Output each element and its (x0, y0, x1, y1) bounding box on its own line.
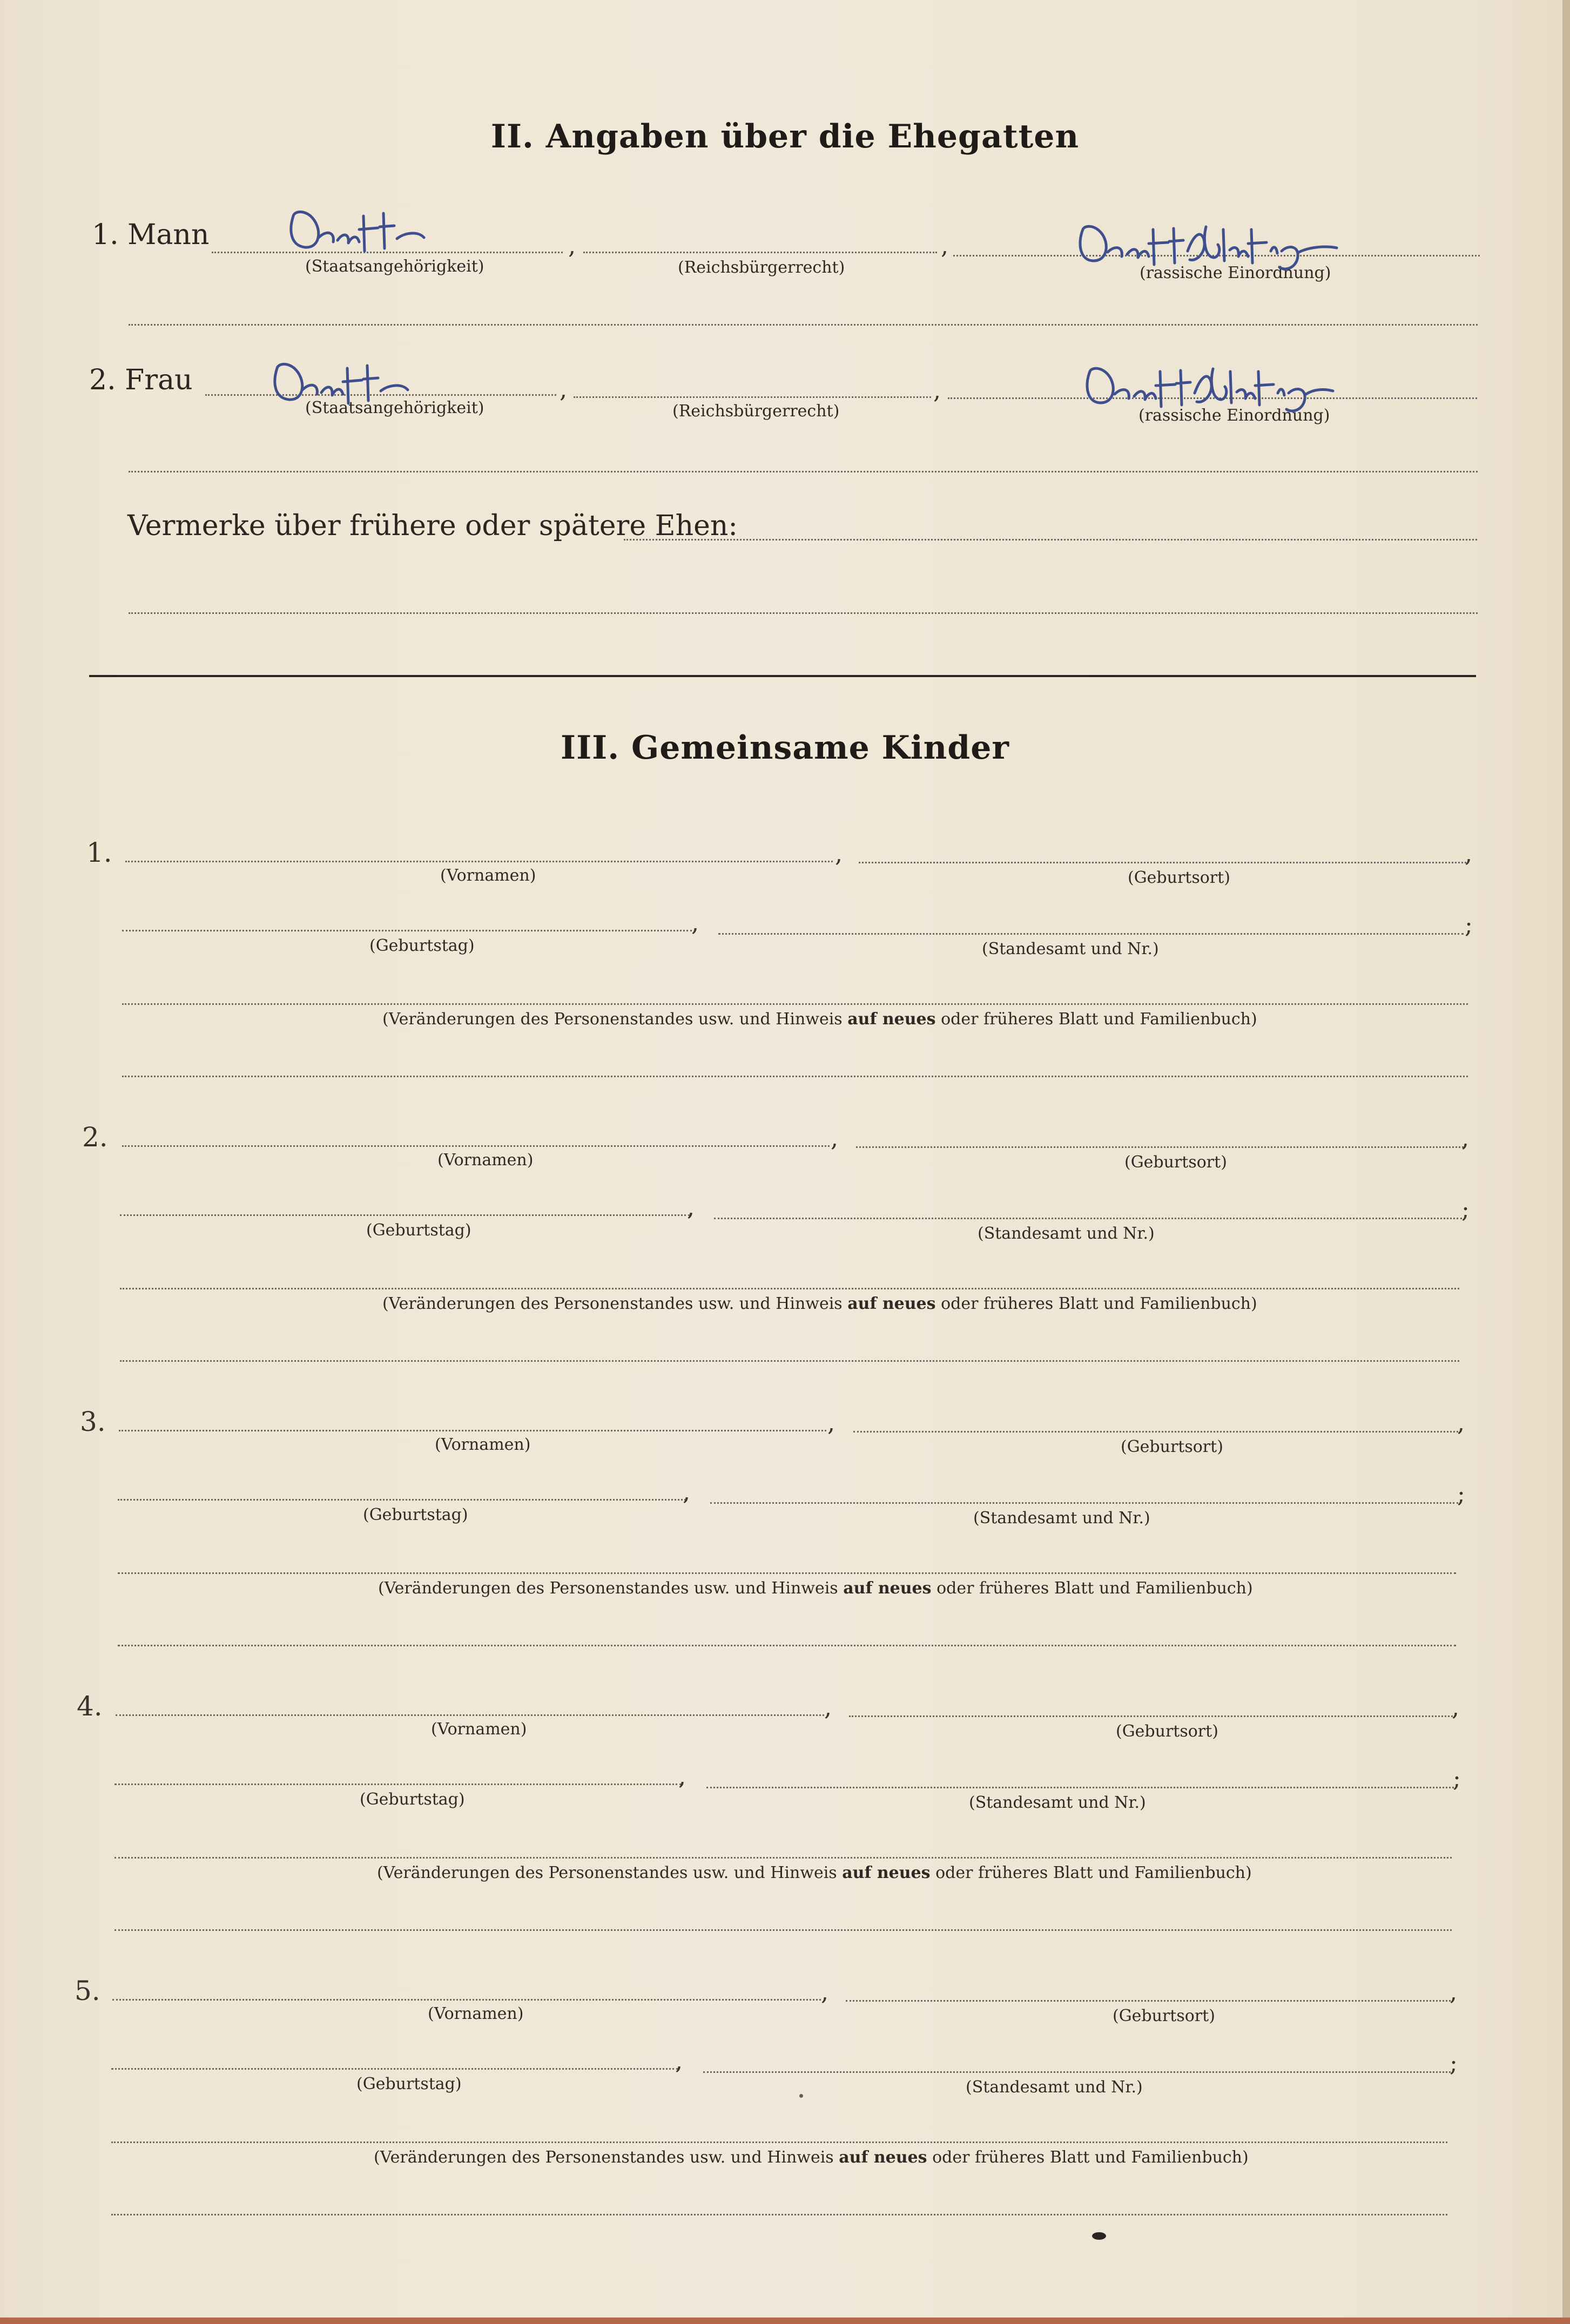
child-vornamen-field[interactable] (112, 1999, 821, 2001)
child-geburtstag-field[interactable] (118, 1499, 686, 1501)
child-standesamt-field[interactable] (714, 1218, 1462, 1219)
geburtsort-caption: (Geburtsort) (1121, 1437, 1223, 1456)
geburtstag-caption: (Geburtstag) (369, 936, 475, 955)
binding-edge (0, 2318, 1570, 2324)
mann-reich-caption: (Reichsbürgerrecht) (678, 258, 845, 277)
standesamt-caption: (Standesamt und Nr.) (969, 1793, 1146, 1812)
child-veraenderungen-field[interactable] (118, 1572, 1456, 1574)
child-geburtstag-field[interactable] (122, 930, 692, 931)
geburtstag-caption: (Geburtstag) (363, 1505, 468, 1524)
child-continuation-line[interactable] (111, 2214, 1447, 2215)
child-number: 1. (86, 837, 112, 868)
geburtstag-caption: (Geburtstag) (360, 1790, 465, 1809)
child-veraenderungen-field[interactable] (111, 2141, 1447, 2143)
veraenderungen-caption: (Veränderungen des Personenstandes usw. und Hinweis auf neues oder früheres Blatt und Familienbuch) (377, 1863, 1252, 1882)
mann-staatsangehoerigkeit-handwriting (284, 200, 435, 259)
child-geburtstag-field[interactable] (111, 2068, 678, 2070)
child-number: 5. (75, 1975, 100, 2007)
mann-staat-caption: (Staatsangehörigkeit) (305, 257, 484, 276)
child-veraenderungen-field[interactable] (122, 1003, 1468, 1005)
frau-label: 2. Frau (89, 364, 193, 396)
vornamen-caption: (Vornamen) (440, 866, 536, 885)
vornamen-caption: (Vornamen) (435, 1435, 531, 1454)
geburtstag-caption: (Geburtstag) (366, 1221, 471, 1240)
child-geburtsort-field[interactable] (856, 1146, 1464, 1148)
mann-rasse-handwriting (1072, 213, 1342, 278)
mann-reich-field[interactable] (583, 252, 937, 253)
standesamt-caption: (Standesamt und Nr.) (978, 1224, 1155, 1243)
frau-reich-caption: (Reichsbürgerrecht) (672, 402, 840, 421)
vornamen-caption: (Vornamen) (431, 1720, 527, 1739)
section-3-title: III. Gemeinsame Kinder (561, 729, 1009, 767)
vermerke-continuation-line[interactable] (129, 612, 1478, 614)
standesamt-caption: (Standesamt und Nr.) (973, 1509, 1150, 1528)
mann-label: 1. Mann (92, 219, 210, 251)
frau-rasse-caption: (rassische Einordnung) (1138, 406, 1330, 425)
geburtsort-caption: (Geburtsort) (1124, 1153, 1227, 1172)
child-standesamt-field[interactable] (710, 1502, 1458, 1504)
child-continuation-line[interactable] (120, 1360, 1459, 1362)
veraenderungen-caption: (Veränderungen des Personenstandes usw. und Hinweis auf neues oder früheres Blatt und Familienbuch) (382, 1010, 1257, 1029)
child-standesamt-field[interactable] (706, 1787, 1454, 1788)
child-number: 3. (80, 1406, 106, 1437)
child-geburtsort-field[interactable] (853, 1431, 1458, 1433)
standesamt-caption: (Standesamt und Nr.) (982, 940, 1159, 958)
child-vornamen-field[interactable] (119, 1430, 826, 1431)
child-vornamen-field[interactable] (122, 1145, 830, 1147)
vermerke-field[interactable] (624, 539, 1477, 541)
frau-continuation-line[interactable] (129, 471, 1478, 472)
child-standesamt-field[interactable] (718, 933, 1464, 935)
geburtsort-caption: (Geburtsort) (1128, 868, 1230, 887)
vermerke-label: Vermerke über frühere oder spätere Ehen: (127, 510, 738, 542)
child-vornamen-field[interactable] (116, 1714, 824, 1716)
child-continuation-line[interactable] (114, 1929, 1452, 1931)
mann-continuation-line[interactable] (129, 324, 1478, 326)
vornamen-caption: (Vornamen) (428, 2004, 524, 2023)
child-geburtstag-field[interactable] (120, 1214, 690, 1216)
ink-spot (799, 2094, 803, 2098)
child-number: 4. (77, 1691, 103, 1722)
geburtsort-caption: (Geburtsort) (1113, 2007, 1215, 2025)
vornamen-caption: (Vornamen) (437, 1151, 534, 1170)
child-standesamt-field[interactable] (703, 2071, 1451, 2073)
frau-staat-caption: (Staatsangehörigkeit) (305, 398, 484, 417)
child-continuation-line[interactable] (118, 1645, 1456, 1646)
child-geburtsort-field[interactable] (846, 2000, 1451, 2002)
child-veraenderungen-field[interactable] (120, 1288, 1459, 1289)
ink-spot (1092, 2232, 1106, 2240)
standesamt-caption: (Standesamt und Nr.) (966, 2078, 1143, 2097)
section-2-title: II. Angaben über die Ehegatten (490, 118, 1080, 156)
child-veraenderungen-field[interactable] (114, 1857, 1452, 1859)
geburtstag-caption: (Geburtstag) (356, 2075, 462, 2093)
form-page: II. Angaben über die Ehegatten 1. Mann , , (Staatsangehörigkeit) (Reichsbürgerrecht) (rassische Einordnung) 2. Frau , , (Staatsangehörigkeit) (Reichsbürgerrecht) (rassische Einordnung) Vermerke über frühere oder spätere Ehen: III. Gemeinsame Kinder 1. , , (Vornamen) (Geburtsort) , ; (Geburtstag) (Standesamt und Nr.) (Veränderungen des Personenstandes usw. und Hinweis auf neues oder früheres Blatt und Familienbuch) 2. , , (Vornamen) (Geburtsort) , ; (Geburtstag) (Standesamt und Nr.) (Veränderungen des Personenstandes usw. und Hinweis auf neues oder früheres Blatt und Familienbuch) 3. , , (Vornamen) (Geburtsort) , ; (Geburtstag) (Standesamt und Nr.) (Veränderungen des Personenstandes usw. und Hinweis auf neues oder früheres Blatt und Familienbuch) 4. , , (Vornamen) (Geburtsort) , ; (Geburtstag) (Standesamt und Nr.) (Veränderungen des Personenstandes usw. und Hinweis auf neues oder früheres Blatt und Familienbuch) 5. , , (Vornamen) (Geburtsort) , ; (Geburtstag) (Standesamt und Nr.) (Veränderungen des Personenstandes usw. und Hinweis auf neues oder früheres Blatt und Familienbuch) (0, 0, 1570, 2324)
veraenderungen-caption: (Veränderungen des Personenstandes usw. und Hinweis auf neues oder früheres Blatt und Familienbuch) (378, 1579, 1253, 1598)
frau-staatsangehoerigkeit-handwriting (267, 352, 419, 411)
child-number: 2. (82, 1122, 108, 1153)
mann-rasse-caption: (rassische Einordnung) (1140, 264, 1331, 282)
geburtsort-caption: (Geburtsort) (1116, 1722, 1218, 1741)
child-geburtstag-field[interactable] (114, 1783, 682, 1785)
section-divider (89, 675, 1476, 677)
child-vornamen-field[interactable] (125, 861, 833, 862)
child-geburtsort-field[interactable] (859, 862, 1466, 863)
child-continuation-line[interactable] (122, 1076, 1468, 1077)
frau-rasse-handwriting (1079, 355, 1338, 420)
veraenderungen-caption: (Veränderungen des Personenstandes usw. und Hinweis auf neues oder früheres Blatt und Familienbuch) (374, 2148, 1249, 2167)
frau-reich-field[interactable] (574, 396, 931, 398)
child-geburtsort-field[interactable] (849, 1715, 1453, 1717)
veraenderungen-caption: (Veränderungen des Personenstandes usw. und Hinweis auf neues oder früheres Blatt und Familienbuch) (382, 1294, 1257, 1313)
page-edge (1562, 0, 1570, 2324)
